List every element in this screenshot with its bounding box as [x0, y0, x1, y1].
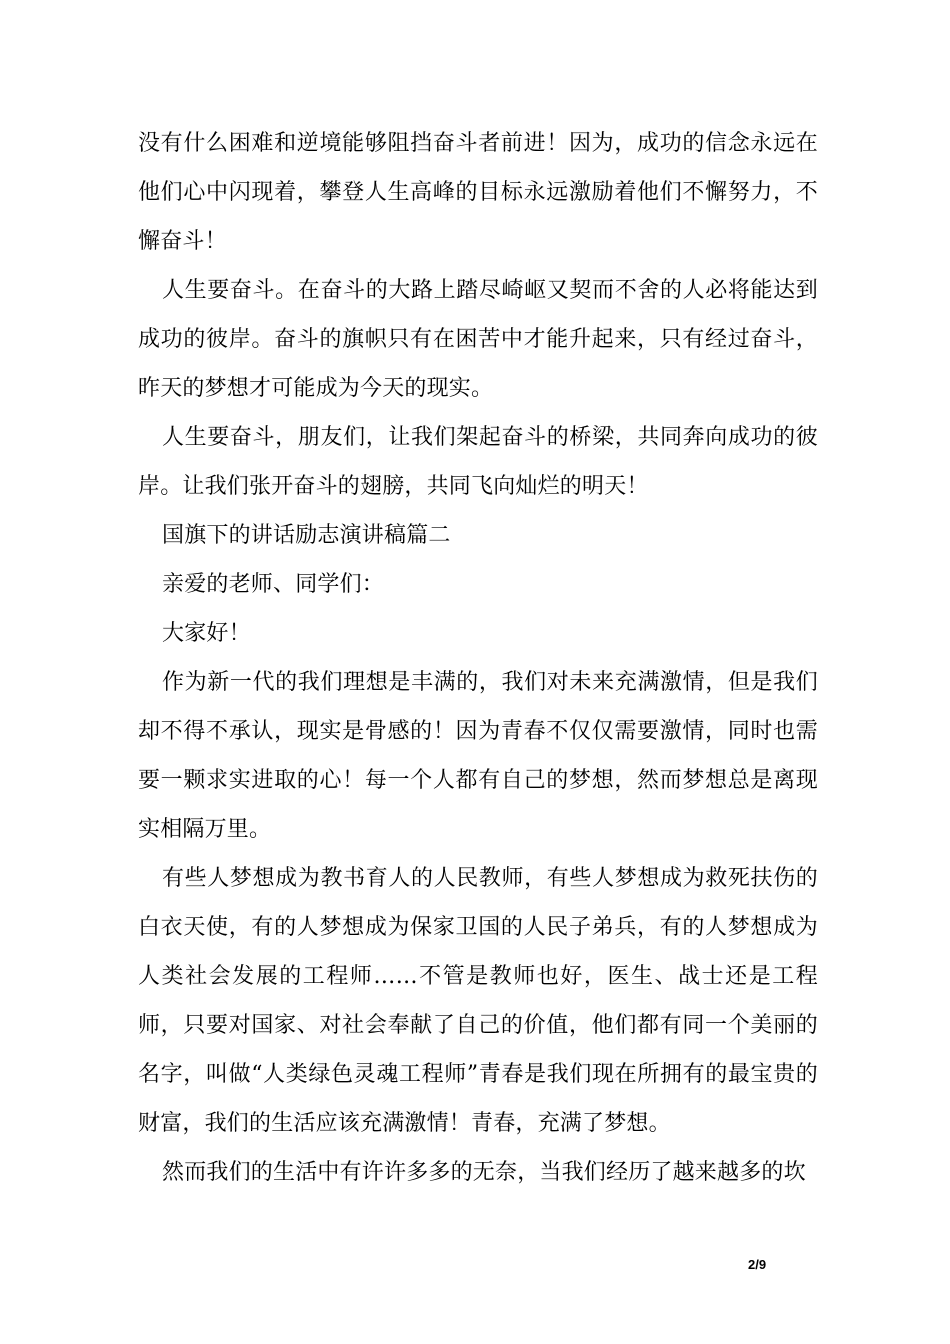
- paragraph-5: 有些人梦想成为教书育人的人民教师，有些人梦想成为救死扶伤的白衣天使，有的人梦想成为保家卫国的人民子弟兵，有的人梦想成为人类社会发展的工程师……不管是教师也好，医生、战士还是工程师，只要对国家、对社会奉献了自己的价值，他们都有同一个美丽的名字，叫做“人类绿色灵魂工程师”青春是我们现在所拥有的最宝贵的财富，我们的生活应该充满激情！青春，充满了梦想。: [138, 866, 818, 1136]
- document-body: [138, 119, 818, 1197]
- paragraph-4: 作为新一代的我们理想是丰满的，我们对未来充满激情，但是我们却不得不承认，现实是骨感的！因为青春不仅仅需要激情，同时也需要一颗求实进取的心！每一个人都有自己的梦想，然而梦想总是离现实相隔万里。: [138, 670, 818, 842]
- page-number: 2/9: [748, 1257, 767, 1272]
- salutation: 亲爱的老师、同学们：: [162, 572, 385, 597]
- paragraph-6: 然而我们的生活中有许许多多的无奈，当我们经历了越来越多的坎: [162, 1160, 806, 1185]
- paragraph-2: 人生要奋斗。在奋斗的大路上踏尽崎岖又契而不舍的人必将能达到成功的彼岸。奋斗的旗帜只有在困苦中才能升起来，只有经过奋斗，昨天的梦想才可能成为今天的现实。: [138, 278, 818, 401]
- section-heading: 国旗下的讲话励志演讲稿篇二: [162, 523, 451, 548]
- paragraph-3: 人生要奋斗，朋友们，让我们架起奋斗的桥梁，共同奔向成功的彼岸。让我们张开奋斗的翅膀，共同飞向灿烂的明天！: [138, 425, 818, 499]
- paragraph-1: 没有什么困难和逆境能够阻挡奋斗者前进！因为，成功的信念永远在他们心中闪现着，攀登人生高峰的目标永远激励着他们不懈努力，不懈奋斗！: [138, 131, 818, 254]
- greeting: 大家好！: [162, 621, 251, 646]
